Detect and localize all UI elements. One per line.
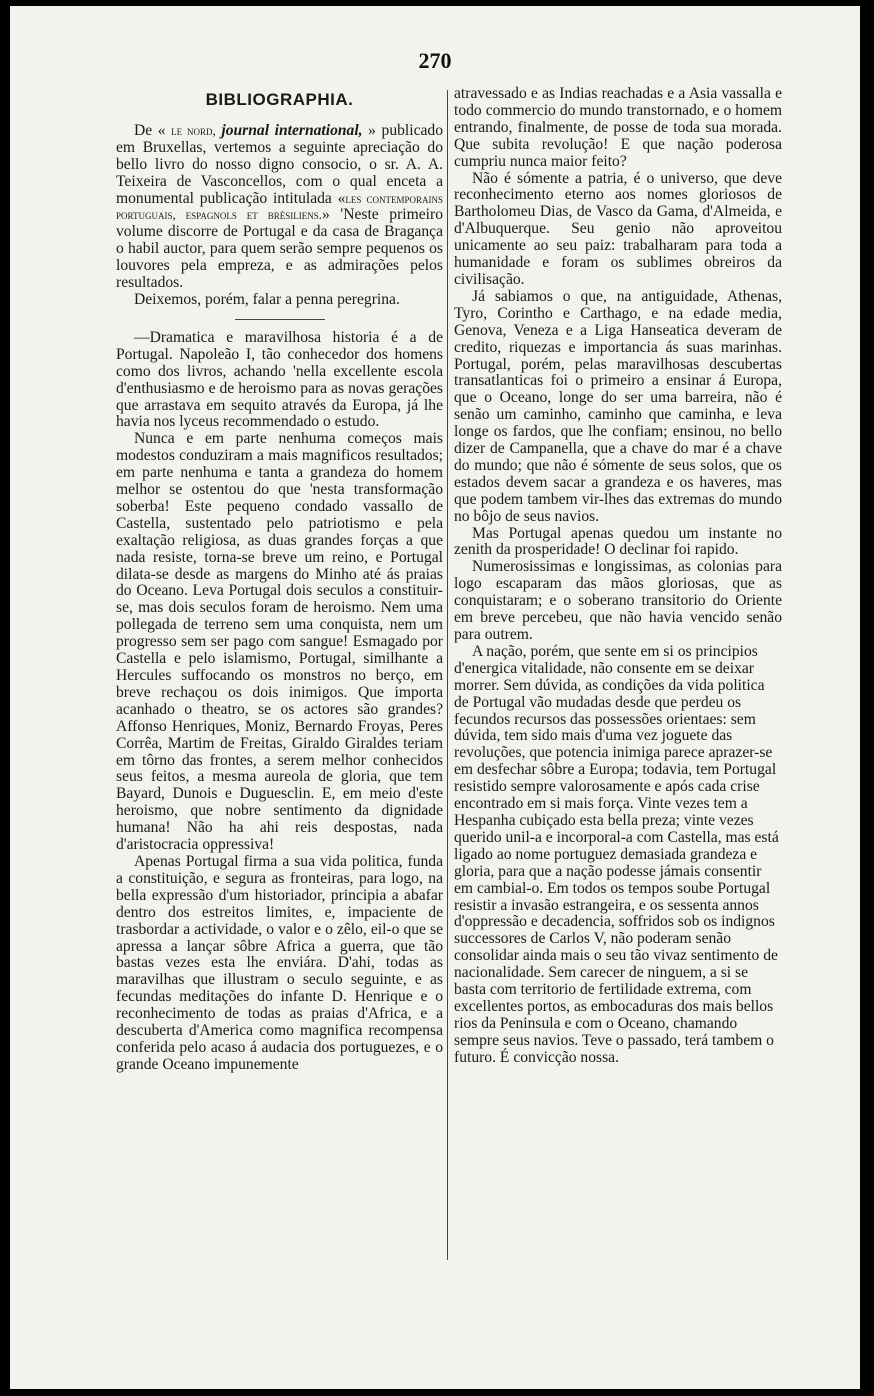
intro-text-middle: » publicado em Bruxellas, vertemos a seguinte apreciação do bello livro do nosso digno consocio, o sr. A. A. Teixeira de Vasconcellos, com o qual enceta a monumental publicação intitulada « <box>116 121 444 207</box>
intro-text-end: » 'Neste primeiro volume discorre de Portugal e da casa de Bragança o habil auctor, para quem serão sempre pequenos os louvores pela empreza, e as admirações pelos resultados. <box>116 206 443 292</box>
journal-subtitle: journal international, <box>221 121 363 139</box>
page-number: 270 <box>418 48 452 73</box>
paragraph-5: Apenas Portugal firma a sua vida politica, funda a constituição, e segura as fronteiras, para logo, na bella expressão d'um historiador, principia a abafar dentro dos estreitos limites, e, impaciente de trasbordar a actividade, o valor e o zêlo, eil-o que se apressa a lançar sôbre Africa a guerra, que tão bastas vezes esta lhe enviára. D'ahi, todas as maravilhas que illustram o seculo seguinte, e as fecundas meditações do infante D. Henrique e o reconhecimento de todas as praias d'Africa, e a descuberta d'America como magnifica recompensa conferida pelo acaso á audacia dos portuguezes, e o grande Oceano impunemente <box>116 852 443 1073</box>
section-separator <box>235 319 325 320</box>
right-paragraph-3: Já sabiamos o que, na antiguidade, Athenas, Tyro, Corintho e Carthago, e na edade media, Genova, Veneza e a Liga Hanseatica deveram de credito, riquezas e importancia ás suas marinhas. Portugal, porém, pelas maravilhosas descubertas transatlanticas foi o primeiro a ensinar á Europa, que o Oceano, longe do ser uma barreira, não é senão um caminho, caminho que caminha, e leva longe os fardos, que lhe confiam; ensinou, no bello dizer de Campanella, que a chave do mar é a chave do mundo; que não é sómente de seus solos, que os estados devem sacar a grandeza e os haveres, mas que podem tambem vir-lhes das extremas do mundo no bôjo de seus navios. <box>454 287 782 525</box>
right-paragraph-4: Mas Portugal apenas quedou um instante no zenith da prosperidade! O declinar foi rapido. <box>454 524 782 559</box>
left-column <box>116 86 443 1074</box>
column-divider <box>447 90 448 1260</box>
right-paragraph-5: Numerosissimas e longissimas, as colonias para logo escaparam das mãos gloriosas, que as conquistaram; e o soberano transitorio do Oriente em breve percebeu, que não havia vencido senão para outrem. <box>454 558 782 643</box>
paragraph-2: Deixemos, porém, falar a penna peregrina. <box>134 290 400 308</box>
paragraph-4: Nunca e em parte nenhuma começos mais modestos conduziram a mais magnificos resultados; em parte nenhuma e tanta a grandeza do homem melhor se ostentou do que 'nesta transformação soberba! Este pequeno condado vassallo de Castella, sustentado pelo patriotismo e pela exaltação religiosa, as duas grandes forças a que nada resiste, torna-se breve um reino, e Portugal dilata-se desde as margens do Minho até ás praias do Oceano. Leva Portugal dois seculos a constituir-se, mas dois seculos foram de heroismo. Nem uma pollegada de terreno sem uma conquista, nem um progresso sem ser pago com sangue! Esmagado por Castella e pelo islamismo, Portugal, similhante a Hercules suffocando os monstros no berço, em breve rechaçou os dois inimigos. Que importa acanhado o theatro, se os actores são grandes? Affonso Henriques, Moniz, Bernardo Froyas, Peres Corrêa, Martim de Freitas, Giraldo Giraldes teriam em tôrno das frontes, a serem melhor conhecidos seus feitos, a mesma aureola de gloria, que tem Bayard, Dunois e Duguesclin. E, em meio d'este heroismo, que nobre sentimento da dignidade humana! Não ha ahi reis despostas, nada d'aristocracia oppressiva! <box>116 430 443 854</box>
newspaper-name: le nord, <box>171 122 216 138</box>
section-heading: BIBLIOGRAPHIA. <box>205 90 354 109</box>
right-paragraph-1: atravessado e as Indias reachadas e a Asia vassalla e todo commercio do mundo transtornado, e o homem entrando, finalmente, de posse de toda sua morada. Que subita revolução! E que nação poderosa cumpriu nunca maior feito? <box>454 85 782 170</box>
right-paragraph-6: A nação, porém, que sente em si os principios d'energica vitalidade, não consente em se deixar morrer. Sem dúvida, as condições da vida politica de Portugal vão mudadas desde que perdeu os fecundos recursos das possessões orientaes: sem dúvida, tem sido mais d'uma vez joguete das revoluções, que potencia inimiga parece aprazer-se em desfechar sôbre a Europa; todavia, tem Portugal resistido sempre valorosamente e após cada crise encontrado em si mais força. Vinte vezes tem a Hespanha cubiçado esta bella preza; vinte vezes querido unil-a e incorporal-a com Castella, mas está ligado ao nome portuguez demasiada grandeza e gloria, para que a nação podesse jámais consentir em cambial-o. Em todos os tempos soube Portugal resistir a invasão estrangeira, e os sessenta annos d'oppressão e decadencia, soffridos sob os indignos successores de Carlos V, não poderam senão consolidar ainda mais o seu tão vivaz sentimento de nacionalidade. Sem carecer de ninguem, a si se basta com territorio de fertilidade extrema, com excellentes portos, as embocaduras dos mais bellos rios da Peninsula e com o Oceano, chamando sempre seus navios. Teve o passado, terá tambem o futuro. É convicção nossa. <box>454 642 779 1066</box>
document-page <box>10 6 860 1389</box>
intro-text-start: De « <box>134 121 166 139</box>
right-paragraph-2: Não é sómente a patria, é o universo, que deve reconhecimento eterno aos nomes gloriosos de Bartholomeu Dias, de Vasco da Gama, d'Almeida, e d'Albuquerque. Seu genio não aproveitou unicamente ao seu paiz: trabalharam para toda a humanidade e foram os sublimes obreiros da civilisação. <box>454 169 782 288</box>
intro-paragraph <box>116 123 443 292</box>
book-title: les contemporains portuguais, espagnols et brésiliens. <box>116 190 443 223</box>
paragraph-3: —Dramatica e maravilhosa historia é a de Portugal. Napoleão I, tão conhecedor dos homens como dos livros, achando 'nella excellente escola d'enthusiasmo e de heroismo para as novas gerações que arrastava em sequito através da Europa, já lhe havia nos lyceus recommendado o estudo. <box>116 328 443 431</box>
right-column <box>454 86 782 1067</box>
